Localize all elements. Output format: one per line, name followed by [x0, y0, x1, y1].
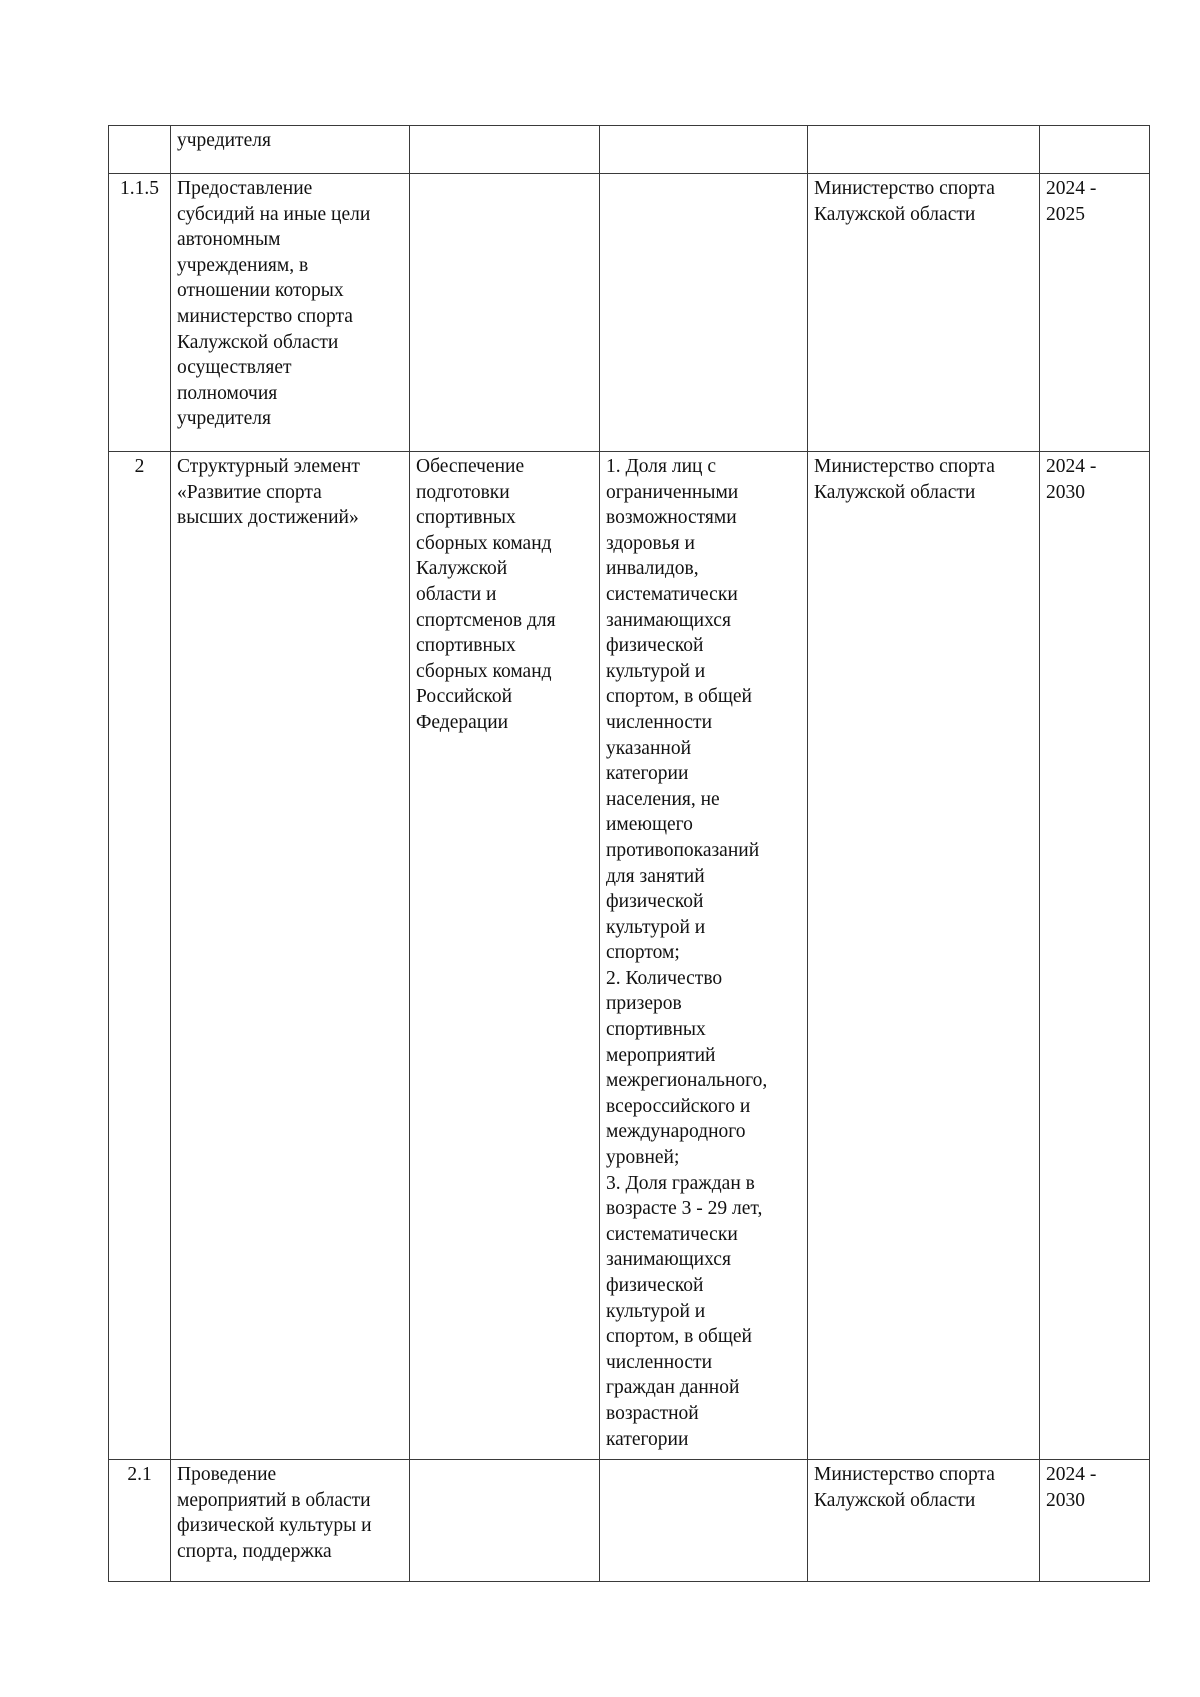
implementation-period: 2024 - 2030 — [1040, 1460, 1150, 1582]
row-number — [109, 126, 171, 174]
document-table — [108, 125, 1150, 1582]
indicators — [600, 174, 808, 452]
indicators — [600, 1460, 808, 1582]
implementation-period: 2024 - 2025 — [1040, 174, 1150, 452]
table-row — [109, 174, 1150, 452]
indicators: 1. Доля лиц с ограниченными возможностями здоровья и инвалидов, систематически занимающихся физической культурой и спортом, в общей численности указанной категории населения, не имеющего противопоказаний для занятий физической культурой и спортом; 2. Количество призеров спортивных мероприятий межрегионального, всероссийского и международного уровней; 3. Доля граждан в возрасте 3 - 29 лет, систематически занимающихся физической культурой и спортом, в общей численности граждан данной возрастной категории — [600, 452, 808, 1460]
event-name: учредителя — [171, 126, 410, 174]
event-name: Структурный элемент «Развитие спорта высших достижений» — [171, 452, 410, 1460]
task-description — [410, 126, 600, 174]
table-row — [109, 452, 1150, 1460]
table-row — [109, 1460, 1150, 1582]
responsible-executor — [808, 126, 1040, 174]
table-row — [109, 126, 1150, 174]
task-description: Обеспечение подготовки спортивных сборных команд Калужской области и спортсменов для спортивных сборных команд Российской Федерации — [410, 452, 600, 1460]
responsible-executor: Министерство спорта Калужской области — [808, 1460, 1040, 1582]
responsible-executor: Министерство спорта Калужской области — [808, 174, 1040, 452]
responsible-executor: Министерство спорта Калужской области — [808, 452, 1040, 1460]
event-name: Предоставление субсидий на иные цели автономным учреждениям, в отношении которых министерство спорта Калужской области осуществляет полномочия учредителя — [171, 174, 410, 452]
row-number: 1.1.5 — [109, 174, 171, 452]
indicators — [600, 126, 808, 174]
event-name: Проведение мероприятий в области физической культуры и спорта, поддержка — [171, 1460, 410, 1582]
row-number: 2 — [109, 452, 171, 1460]
task-description — [410, 1460, 600, 1582]
implementation-period — [1040, 126, 1150, 174]
task-description — [410, 174, 600, 452]
implementation-period: 2024 - 2030 — [1040, 452, 1150, 1460]
row-number: 2.1 — [109, 1460, 171, 1582]
